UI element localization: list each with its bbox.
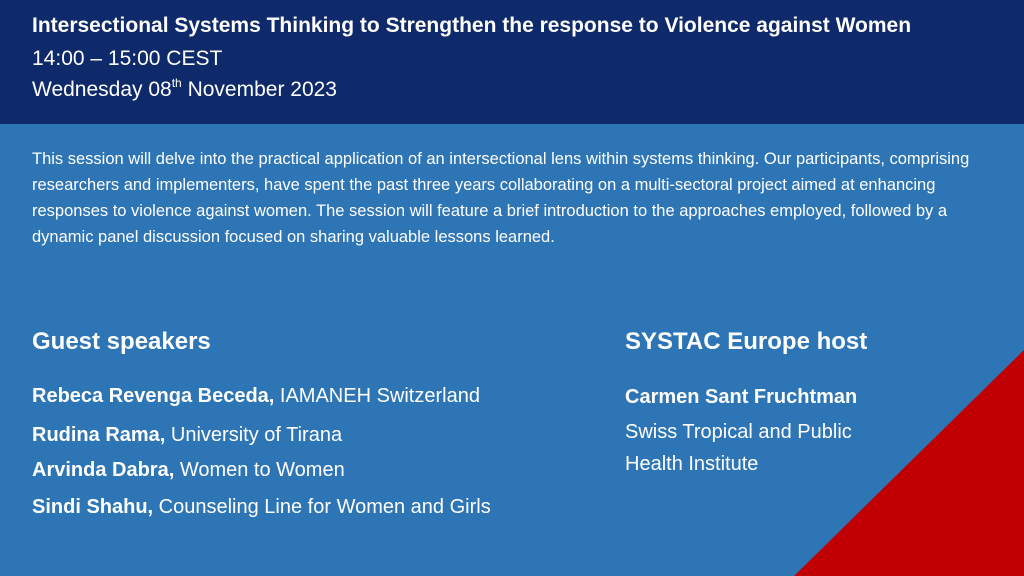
speaker-item — [32, 496, 491, 519]
speaker-name: Sindi Shahu, — [32, 496, 154, 518]
speaker-name: Rebeca Revenga Beceda, — [32, 385, 275, 407]
event-title: Intersectional Systems Thinking to Strengthen the response to Violence against Women — [32, 14, 912, 37]
guest-speakers-heading: Guest speakers — [32, 328, 211, 355]
speaker-item — [32, 459, 345, 482]
host-organization: Swiss Tropical and Public Health Institute — [625, 421, 852, 475]
date-suffix: November 2023 — [181, 78, 337, 101]
date-suffix-ordinal: th — [171, 76, 182, 90]
event-date — [32, 78, 337, 102]
host-name: Carmen Sant Fruchtman — [625, 386, 858, 408]
speaker-name: Arvinda Dabra, — [32, 459, 175, 481]
event-time: 14:00 – 15:00 CEST — [32, 47, 223, 70]
session-description: This session will delve into the practical application of an intersectional lens within systems thinking. Our participants, comprising researchers and implementers, have spent the past three years collaborating on a multi-sectoral project aimed at enhancing responses to violence against women. The session will feature a brief introduction to the approaches employed, followed by a dynamic panel discussion focused on sharing valuable lessons learned. — [32, 150, 970, 246]
date-prefix: Wednesday 08 — [32, 78, 172, 101]
speaker-org: Counseling Line for Women and Girls — [153, 496, 491, 518]
speaker-org: Women to Women — [174, 459, 345, 481]
speaker-org: University of Tirana — [165, 424, 343, 446]
header-banner — [0, 0, 1024, 124]
speaker-item — [32, 385, 480, 408]
speaker-item — [32, 424, 342, 447]
speaker-org: IAMANEH Switzerland — [274, 385, 480, 407]
host-heading: SYSTAC Europe host — [625, 328, 868, 355]
speaker-name: Rudina Rama, — [32, 424, 166, 446]
